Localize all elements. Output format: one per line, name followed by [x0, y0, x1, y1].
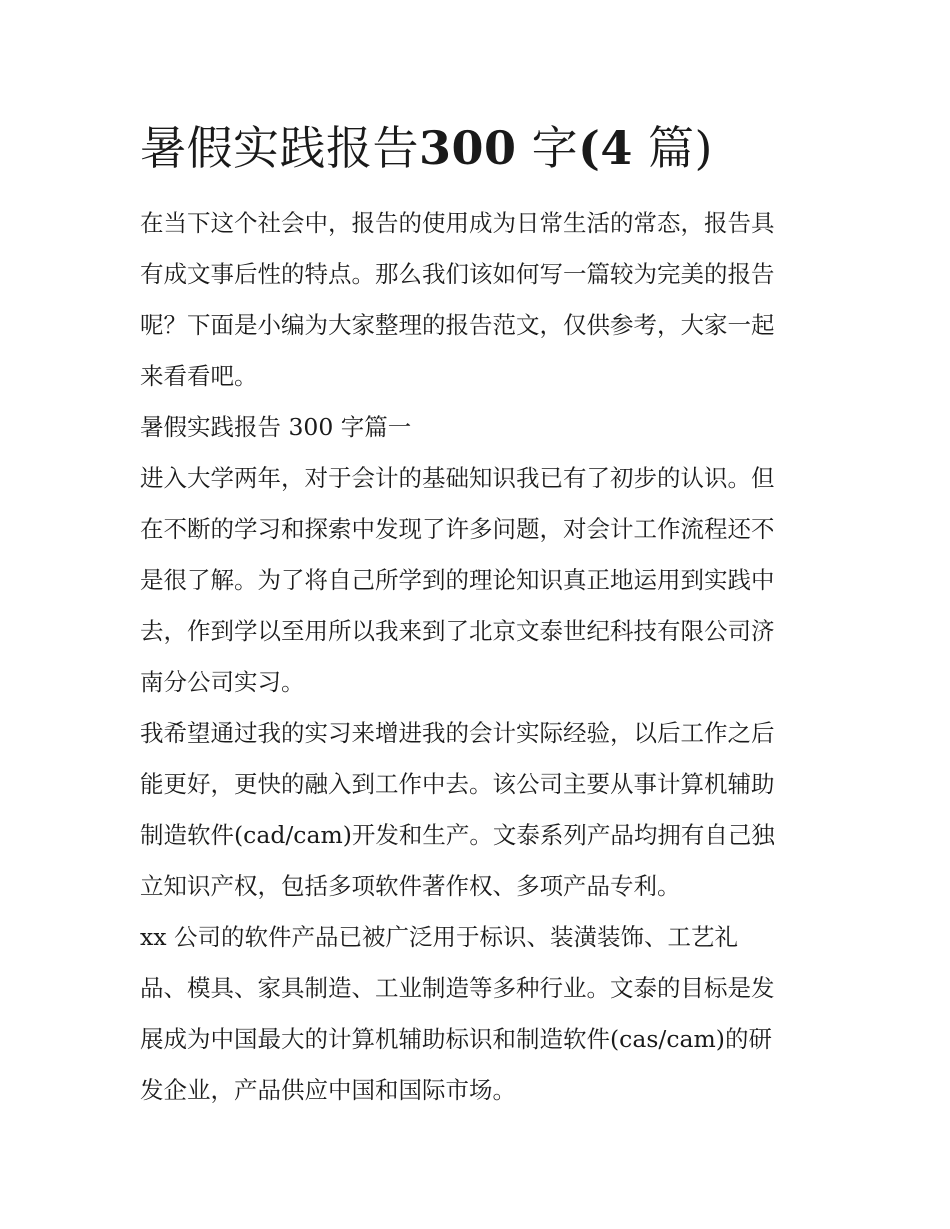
title-suffix: 篇)	[632, 121, 714, 175]
section-heading	[140, 402, 812, 453]
text-line: 来看看吧。	[140, 362, 258, 390]
section-heading-text: 暑假实践报告 300 字篇一	[140, 413, 412, 441]
title-number: 300	[419, 121, 517, 175]
text-line: 展成为中国最大的计算机辅助标识和制造软件(cas/cam)的研	[140, 1025, 772, 1053]
text-line: 品、模具、家具制造、工业制造等多种行业。文泰的目标是发	[140, 974, 775, 1002]
text-line: 在不断的学习和探索中发现了许多问题，对会计工作流程还不	[140, 515, 775, 543]
text-line: 能更好，更快的融入到工作中去。该公司主要从事计算机辅助	[140, 770, 775, 798]
title-char: 字	[516, 121, 579, 175]
body-paragraph	[140, 912, 812, 1116]
text-line: xx 公司的软件产品已被广泛用于标识、装潢装饰、工艺礼	[140, 923, 738, 951]
body-paragraph	[140, 453, 812, 708]
text-line: 在当下这个社会中，报告的使用成为日常生活的常态，报告具	[140, 209, 775, 237]
text-line: 呢？下面是小编为大家整理的报告范文，仅供参考，大家一起	[140, 311, 775, 339]
text-line: 去，作到学以至用所以我来到了北京文泰世纪科技有限公司济	[140, 617, 775, 645]
text-line: 进入大学两年，对于会计的基础知识我已有了初步的认识。但	[140, 464, 775, 492]
text-line: 我希望通过我的实习来增进我的会计实际经验，以后工作之后	[140, 719, 775, 747]
intro-paragraph	[140, 198, 812, 402]
text-line: 有成文事后性的特点。那么我们该如何写一篇较为完美的报告	[140, 260, 775, 288]
text-line: 发企业，产品供应中国和国际市场。	[140, 1076, 516, 1104]
text-line: 立知识产权，包括多项软件著作权、多项产品专利。	[140, 872, 681, 900]
text-line: 制造软件(cad/cam)开发和生产。文泰系列产品均拥有自己独	[140, 821, 775, 849]
body-paragraph	[140, 708, 812, 912]
document-body	[140, 198, 812, 1116]
title-paren: (4	[578, 121, 633, 175]
title-prefix: 暑假实践报告	[140, 121, 419, 175]
text-line: 是很了解。为了将自己所学到的理论知识真正地运用到实践中	[140, 566, 775, 594]
page-title	[140, 118, 840, 178]
text-line: 南分公司实习。	[140, 668, 305, 696]
